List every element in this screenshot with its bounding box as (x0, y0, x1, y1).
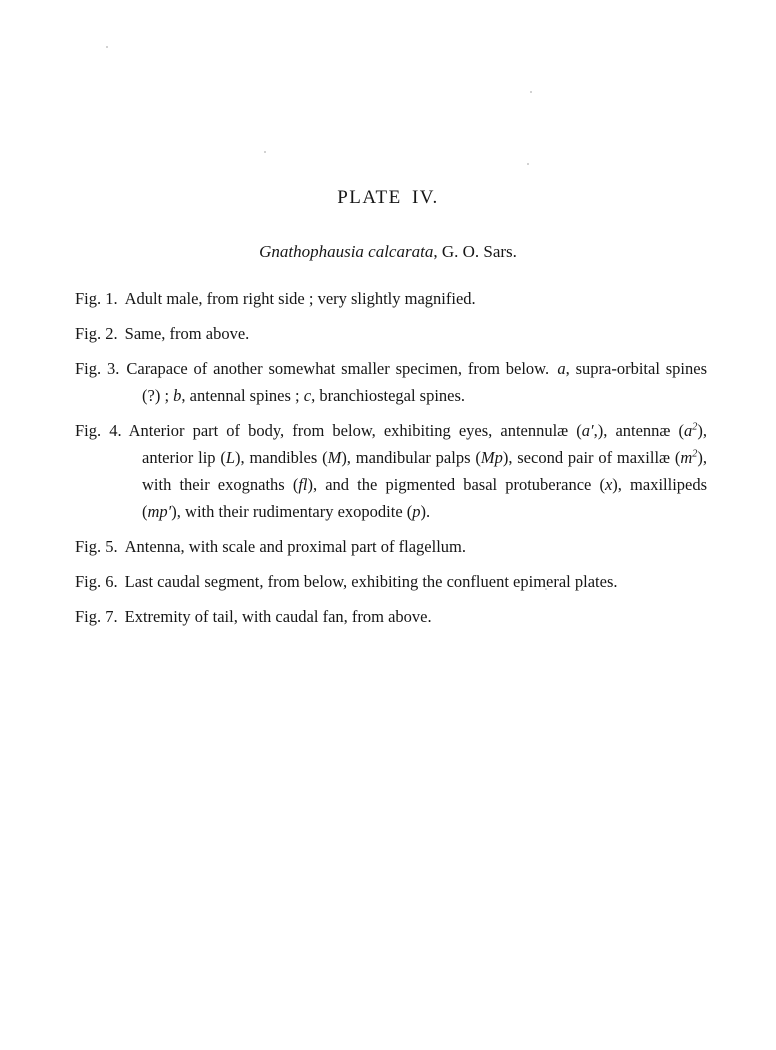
figure-label: Fig. 5. (75, 537, 118, 556)
text-segment: Gnathophausia calcarata (259, 242, 434, 261)
text-segment: a′ (581, 421, 594, 440)
figure-entry (75, 417, 707, 525)
figure-text (125, 537, 466, 556)
figure-entry (75, 603, 707, 630)
text-segment: b (173, 386, 182, 405)
text-segment: , supra-orbital spines (?) ; (142, 359, 708, 405)
text-segment: Anterior part of body, from below, exhibiting eyes, antennulæ ( (128, 421, 582, 440)
scan-speck (106, 46, 108, 48)
figure-entry (75, 355, 707, 409)
text-segment: ). (420, 502, 431, 521)
text-segment: ), maxillipeds ( (142, 475, 708, 521)
text-segment: a (684, 421, 693, 440)
text-segment: ), mandibles ( (235, 448, 328, 467)
text-segment: c (303, 386, 312, 405)
text-segment: Last caudal segment, from below, exhibiting the confluent epimeral plates. (124, 572, 618, 591)
figure-entry (75, 285, 707, 312)
plate-title: PLATE IV. (337, 187, 439, 208)
figure-list (75, 285, 707, 638)
text-segment: L (225, 448, 236, 467)
text-segment: 2 (692, 448, 698, 460)
figure-text (125, 607, 432, 626)
text-segment: M (327, 448, 342, 467)
text-segment: x (604, 475, 613, 494)
figure-text (125, 324, 250, 343)
text-segment: ), with their exognaths ( (142, 448, 708, 494)
text-segment: ,), antennæ ( (593, 421, 685, 440)
text-segment: Adult male, from right side ; very slightly magnified. (124, 289, 476, 308)
text-segment: , branchiostegal spines. (311, 386, 466, 405)
text-segment: Extremity of tail, with caudal fan, from above. (124, 607, 432, 626)
scan-speck (545, 588, 547, 590)
text-segment: ), second pair of maxillæ ( (502, 448, 681, 467)
figure-label: Fig. 6. (75, 572, 118, 591)
figure-label: Fig. 4. (75, 421, 122, 440)
figure-text (126, 359, 707, 405)
text-segment: Same, from above. (124, 324, 250, 343)
scan-speck (530, 91, 532, 93)
scan-speck (527, 163, 529, 165)
text-segment: , antennal spines ; (181, 386, 304, 405)
figure-label: Fig. 1. (75, 289, 118, 308)
text-segment: 2 (692, 421, 698, 433)
text-segment: Mp (480, 448, 503, 467)
figure-entry (75, 533, 707, 560)
text-segment: ), mandibular palps ( (341, 448, 481, 467)
text-segment: Antenna, with scale and proximal part of flagellum. (124, 537, 466, 556)
text-segment: mp′ (147, 502, 172, 521)
figure-entry (75, 320, 707, 347)
figure-label: Fig. 7. (75, 607, 118, 626)
text-segment: a (557, 359, 566, 378)
text-segment: ), with their rudimentary exopodite ( (171, 502, 413, 521)
figure-label: Fig. 2. (75, 324, 118, 343)
figure-text (125, 572, 618, 591)
figure-label: Fig. 3. (75, 359, 120, 378)
text-segment: , G. O. Sars. (433, 242, 517, 261)
text-segment: ), and the pigmented basal protuberance ( (307, 475, 605, 494)
scan-speck (264, 151, 266, 153)
figure-entry (75, 568, 707, 595)
text-segment: fl (298, 475, 308, 494)
text-segment: ), anterior lip ( (142, 421, 707, 467)
figure-text (129, 421, 707, 521)
text-segment: p (412, 502, 421, 521)
figure-text (125, 289, 476, 308)
species-subtitle (0, 242, 776, 262)
text-segment: m (680, 448, 693, 467)
text-segment: Carapace of another somewhat smaller specimen, from below. (126, 359, 558, 378)
